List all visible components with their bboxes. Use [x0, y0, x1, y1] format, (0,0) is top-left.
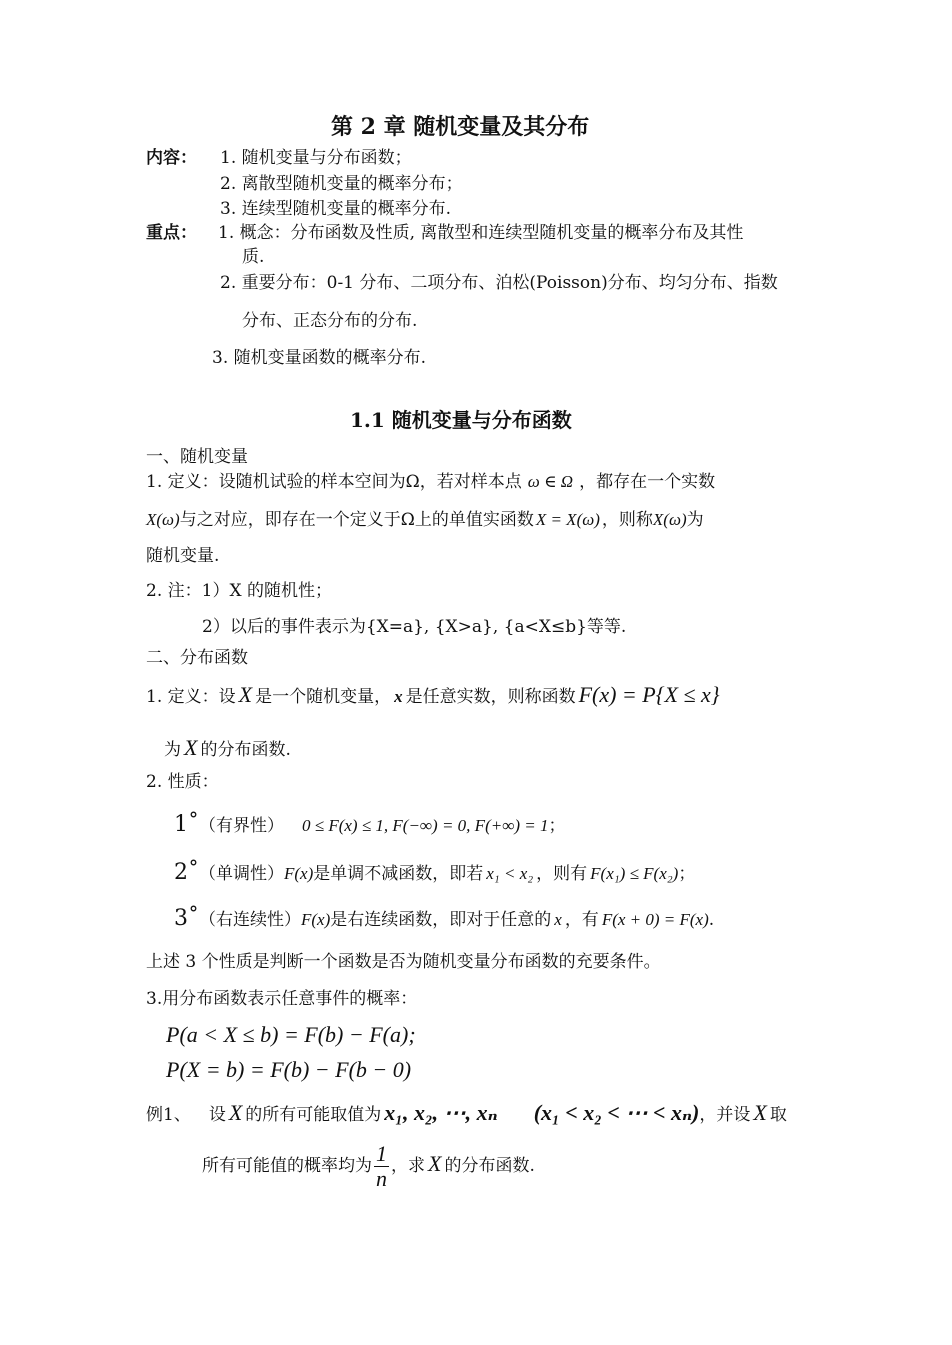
chapter-title: 第 2 章 随机变量及其分布	[331, 114, 590, 140]
keypoint-item-cont: 质.	[242, 247, 265, 267]
section-title: 1.1 随机变量与分布函数	[350, 408, 572, 432]
note-line: 2. 注：1）X 的随机性；	[146, 581, 332, 601]
keypoints-label: 重点：	[146, 223, 197, 243]
property-1: 1˚（有界性） 0 ≤ F(x) ≤ 1, F(−∞) = 0, F(+∞) = 1；	[174, 812, 566, 837]
definition-line: 1. 定义：设随机试验的样本空间为Ω，若对样本点 ω ∈ Ω ，都存在一个实数	[146, 472, 716, 492]
contents-label: 内容：	[146, 148, 197, 168]
formula-point: P(X = b) = F(b) − F(b − 0)	[166, 1057, 412, 1082]
formula-interval: P(a < X ≤ b) = F(b) − F(a);	[166, 1022, 416, 1047]
fraction: $\frac{1}{n}$	[376, 1141, 387, 1192]
example-line: 所有可能值的概率均为 $\frac{1}{n}$ ，求 X 的分布函数.	[202, 1141, 535, 1192]
keypoint-item: 1. 概念：分布函数及性质, 离散型和连续型随机变量的概率分布及其性	[218, 223, 744, 243]
property-3: 3˚（右连续性）F(x)是右连续函数，即对于任意的 x ，有 F(x + 0) = F(x).	[174, 906, 715, 931]
contents-item: 2. 离散型随机变量的概率分布；	[220, 174, 463, 194]
definition-line: 为 X 的分布函数.	[164, 735, 291, 760]
property-2: 2˚（单调性）F(x)是单调不减函数，即若 x₁ < x₂ ，则有 F(x₁) ≤ F(x₂)；	[174, 860, 696, 885]
note-line: 2）以后的事件表示为{X=a}, {X>a}, {a<X≤b}等等.	[202, 617, 627, 637]
keypoint-item-cont: 分布、正态分布的分布.	[242, 311, 418, 331]
definition-line: 随机变量.	[146, 546, 220, 566]
summary-line: 上述 3 个性质是判断一个函数是否为随机变量分布函数的充要条件。	[146, 952, 661, 972]
contents-item: 1. 随机变量与分布函数；	[220, 148, 412, 168]
example-line: 例1、 设 X 的所有可能取值为 x₁, x₂, ⋯, xₙ (x₁ < x₂ < ⋯ < xₙ)，并设 X 取	[146, 1100, 787, 1125]
definition-line: X(ω)与之对应，即存在一个定义于Ω上的单值实函数 X = X(ω) ，则称X(ω)为	[146, 510, 704, 530]
contents-item: 3. 连续型随机变量的概率分布.	[220, 199, 452, 219]
part1-heading: 一、随机变量	[146, 447, 248, 467]
keypoint-item: 2. 重要分布：0-1 分布、二项分布、泊松(Poisson)分布、均匀分布、指数	[220, 273, 778, 293]
properties-heading: 2. 性质：	[146, 772, 219, 792]
part2-heading: 二、分布函数	[146, 648, 248, 668]
usage-heading: 3.用分布函数表示任意事件的概率：	[146, 989, 418, 1009]
keypoint-item: 3. 随机变量函数的概率分布.	[212, 348, 427, 368]
definition-line: 1. 定义：设 X 是一个随机变量， x 是任意实数，则称函数 F(x) = P{X ≤ x}	[146, 682, 720, 707]
